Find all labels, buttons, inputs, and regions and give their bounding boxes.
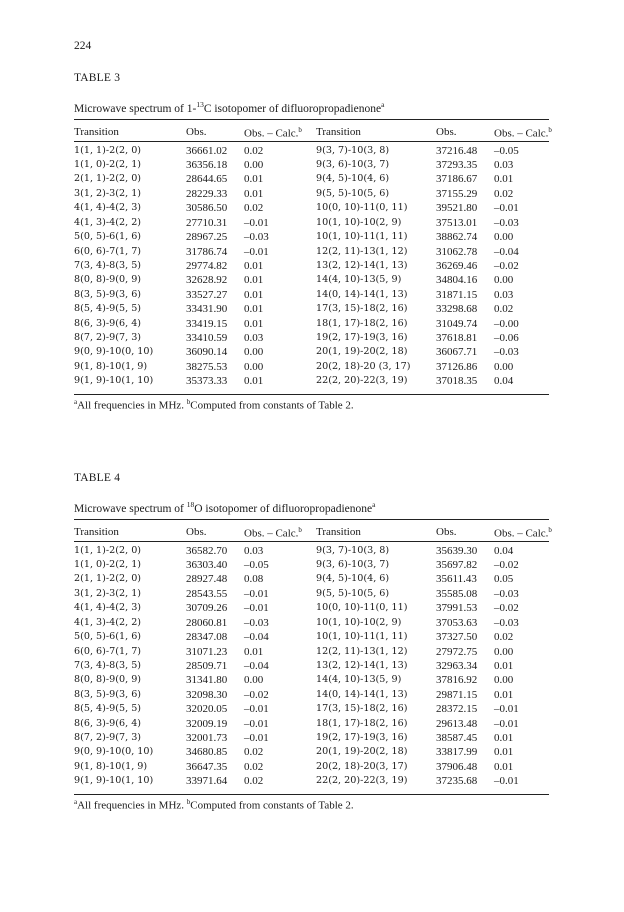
cell-obs: 32628.92 [186, 274, 228, 287]
cell-obs: 39521.80 [436, 202, 478, 215]
cell-transition: 10(1, 10)-11(1, 11) [316, 231, 408, 243]
cell-obs-calc: –0.04 [494, 245, 519, 258]
cell-obs-calc: –0.01 [494, 717, 519, 730]
table-row [74, 273, 549, 287]
cell-obs-calc: –0.01 [244, 717, 269, 730]
cell-obs: 28927.48 [186, 573, 228, 586]
cell-transition: 9(3, 6)-10(3, 7) [316, 559, 390, 571]
cell-transition: 10(1, 10)-11(1, 11) [316, 631, 408, 643]
cell-obs-calc: 0.03 [244, 331, 264, 344]
cell-obs-calc: –0.01 [244, 731, 269, 744]
cell-obs: 37618.81 [436, 331, 478, 344]
header-transition: Transition [74, 125, 119, 138]
cell-transition: 8(7, 2)-9(7, 3) [74, 331, 142, 343]
cell-obs-calc: –0.01 [244, 216, 269, 229]
table-row [74, 572, 549, 586]
table-row [74, 374, 549, 388]
cell-transition: 4(1, 3)-4(2, 2) [74, 616, 142, 628]
cell-obs-calc: 0.00 [494, 674, 514, 687]
header-obs: Obs. [186, 125, 207, 138]
cell-transition: 9(4, 5)-10(4, 6) [316, 173, 390, 185]
table-row [74, 688, 549, 702]
cell-obs-calc: –0.04 [244, 631, 269, 644]
table-row [74, 331, 549, 345]
table-row [74, 745, 549, 759]
cell-transition: 7(3, 4)-8(3, 5) [74, 259, 142, 271]
cell-obs-calc: 0.03 [244, 544, 264, 557]
cell-transition: 8(3, 5)-9(3, 6) [74, 688, 142, 700]
cell-obs: 35611.43 [436, 573, 477, 586]
table-row [74, 360, 549, 374]
cell-obs-calc: 0.00 [244, 346, 264, 359]
cell-obs: 37513.01 [436, 216, 478, 229]
table-3-footnote: $^a$All frequencies in MHz. $^b$Computed from constants of Table 2. [74, 398, 354, 412]
cell-transition: 20(2, 18)-20(3, 17) [316, 760, 408, 772]
cell-obs: 32098.30 [186, 688, 228, 701]
header-obs: Obs. [436, 525, 457, 538]
cell-obs-calc: 0.02 [244, 760, 264, 773]
cell-obs: 29613.48 [436, 717, 478, 730]
cell-transition: 5(0, 5)-6(1, 6) [74, 631, 142, 643]
cell-obs: 32009.19 [186, 717, 228, 730]
cell-obs-calc: 0.02 [494, 303, 514, 316]
header-transition: Transition [316, 125, 361, 138]
cell-transition: 10(1, 10)-10(2, 9) [316, 216, 402, 228]
cell-transition: 9(0, 9)-10(0, 10) [74, 746, 154, 758]
cell-obs-calc: 0.01 [494, 659, 514, 672]
cell-obs: 27710.31 [186, 216, 228, 229]
cell-transition: 6(0, 6)-7(1, 7) [74, 645, 142, 657]
cell-obs: 37053.63 [436, 616, 478, 629]
cell-obs-calc: –0.02 [494, 259, 519, 272]
table-4-caption: Microwave spectrum of $^{18}$O isotopomer of difluoropropadienone$^a$ [74, 500, 376, 515]
cell-obs: 30709.26 [186, 602, 228, 615]
table-4 [74, 521, 552, 789]
cell-obs: 37216.48 [436, 144, 478, 157]
table-row [74, 760, 549, 774]
cell-obs: 28644.65 [186, 173, 228, 186]
table-row [74, 601, 549, 615]
cell-obs-calc: 0.02 [494, 631, 514, 644]
cell-obs: 37126.86 [436, 360, 478, 373]
cell-obs: 28229.33 [186, 187, 228, 200]
cell-obs: 36303.40 [186, 559, 228, 572]
table-row [74, 659, 549, 673]
cell-obs-calc: –0.06 [494, 331, 519, 344]
cell-obs-calc: 0.00 [494, 274, 514, 287]
header-obs-calc: Obs. – Calc.$^b$ [244, 126, 302, 140]
cell-obs: 33971.64 [186, 775, 228, 788]
header-obs-calc: Obs. – Calc.$^b$ [244, 526, 302, 540]
cell-transition: 8(0, 8)-9(0, 9) [74, 274, 142, 286]
cell-obs: 34680.85 [186, 746, 228, 759]
cell-transition: 20(1, 19)-20(2, 18) [316, 346, 408, 358]
cell-obs: 35585.08 [436, 587, 478, 600]
cell-transition: 8(7, 2)-9(7, 3) [74, 731, 142, 743]
cell-obs-calc: 0.01 [244, 375, 264, 388]
cell-transition: 6(0, 6)-7(1, 7) [74, 245, 142, 257]
cell-obs-calc: 0.03 [494, 159, 514, 172]
cell-transition: 9(1, 9)-10(1, 10) [74, 775, 154, 787]
table-row [74, 345, 549, 359]
cell-transition: 19(2, 17)-19(3, 16) [316, 731, 408, 743]
table-row [74, 616, 549, 630]
cell-obs-calc: 0.00 [244, 360, 264, 373]
cell-transition: 14(0, 14)-14(1, 13) [316, 288, 408, 300]
table-row [74, 158, 549, 172]
cell-transition: 17(3, 15)-18(2, 16) [316, 303, 408, 315]
table-4-header-rule [74, 541, 549, 542]
cell-obs: 35639.30 [436, 544, 478, 557]
cell-transition: 14(4, 10)-13(5, 9) [316, 274, 402, 286]
cell-obs: 33419.15 [186, 317, 228, 330]
cell-obs: 29871.15 [436, 688, 478, 701]
cell-obs-calc: –0.01 [494, 775, 519, 788]
table-row [74, 245, 549, 259]
cell-obs: 37816.92 [436, 674, 478, 687]
table-row [74, 544, 549, 558]
cell-obs: 36647.35 [186, 760, 228, 773]
cell-obs-calc: 0.08 [244, 573, 264, 586]
cell-transition: 22(2, 20)-22(3, 19) [316, 775, 408, 787]
cell-obs-calc: –0.00 [494, 317, 519, 330]
cell-transition: 3(1, 2)-3(2, 1) [74, 587, 142, 599]
table-4-bottom-rule [74, 794, 549, 795]
table-row [74, 731, 549, 745]
cell-transition: 12(2, 11)-13(1, 12) [316, 245, 408, 257]
cell-obs-calc: 0.01 [494, 746, 514, 759]
header-obs: Obs. [436, 125, 457, 138]
cell-transition: 9(5, 5)-10(5, 6) [316, 187, 390, 199]
cell-obs: 36269.46 [436, 259, 478, 272]
cell-transition: 18(1, 17)-18(2, 16) [316, 317, 408, 329]
cell-obs-calc: –0.03 [494, 216, 519, 229]
table-4-footnote: $^a$All frequencies in MHz. $^b$Computed from constants of Table 2. [74, 798, 354, 812]
cell-obs-calc: –0.03 [494, 616, 519, 629]
cell-obs: 37018.35 [436, 375, 478, 388]
cell-obs-calc: –0.01 [244, 602, 269, 615]
cell-transition: 1(1, 0)-2(2, 1) [74, 559, 142, 571]
cell-obs: 33298.68 [436, 303, 478, 316]
cell-obs: 33410.59 [186, 331, 228, 344]
table-row [74, 558, 549, 572]
cell-obs: 32020.05 [186, 703, 228, 716]
cell-obs-calc: 0.01 [244, 259, 264, 272]
cell-transition: 9(1, 9)-10(1, 10) [74, 375, 154, 387]
cell-obs-calc: 0.01 [244, 645, 264, 658]
cell-transition: 9(5, 5)-10(5, 6) [316, 587, 390, 599]
cell-transition: 10(0, 10)-11(0, 11) [316, 602, 408, 614]
header-transition: Transition [74, 525, 119, 538]
cell-obs: 31049.74 [436, 317, 478, 330]
cell-obs-calc: –0.03 [494, 587, 519, 600]
cell-transition: 10(1, 10)-10(2, 9) [316, 616, 402, 628]
cell-obs: 28372.15 [436, 703, 478, 716]
cell-obs-calc: 0.02 [244, 775, 264, 788]
cell-obs-calc: 0.01 [244, 303, 264, 316]
cell-transition: 1(1, 1)-2(2, 0) [74, 544, 142, 556]
cell-transition: 10(0, 10)-11(0, 11) [316, 202, 408, 214]
cell-transition: 9(4, 5)-10(4, 6) [316, 573, 390, 585]
cell-transition: 4(1, 4)-4(2, 3) [74, 202, 142, 214]
cell-transition: 19(2, 17)-19(3, 16) [316, 331, 408, 343]
header-obs: Obs. [186, 525, 207, 538]
table-3-top-rule [74, 119, 549, 120]
cell-transition: 7(3, 4)-8(3, 5) [74, 659, 142, 671]
cell-obs-calc: –0.05 [244, 559, 269, 572]
cell-obs-calc: –0.03 [244, 616, 269, 629]
cell-transition: 8(6, 3)-9(6, 4) [74, 717, 142, 729]
table-row [74, 216, 549, 230]
cell-obs-calc: –0.01 [244, 587, 269, 600]
cell-obs: 33431.90 [186, 303, 228, 316]
cell-obs: 31071.23 [186, 645, 228, 658]
cell-obs: 37186.67 [436, 173, 478, 186]
cell-obs-calc: 0.02 [244, 202, 264, 215]
cell-obs: 37991.53 [436, 602, 478, 615]
cell-obs-calc: 0.01 [244, 187, 264, 200]
cell-transition: 8(6, 3)-9(6, 4) [74, 317, 142, 329]
cell-obs: 35697.82 [436, 559, 478, 572]
cell-obs-calc: 0.00 [494, 360, 514, 373]
cell-obs-calc: –0.01 [244, 703, 269, 716]
cell-obs: 28543.55 [186, 587, 228, 600]
cell-transition: 4(1, 3)-4(2, 2) [74, 216, 142, 228]
cell-obs-calc: –0.05 [494, 144, 519, 157]
cell-obs-calc: 0.02 [494, 187, 514, 200]
cell-obs: 38862.74 [436, 231, 478, 244]
cell-obs: 28347.08 [186, 631, 228, 644]
cell-obs: 30586.50 [186, 202, 228, 215]
cell-transition: 8(5, 4)-9(5, 5) [74, 703, 142, 715]
cell-transition: 8(5, 4)-9(5, 5) [74, 303, 142, 315]
cell-obs: 36356.18 [186, 159, 228, 172]
cell-transition: 20(1, 19)-20(2, 18) [316, 746, 408, 758]
cell-transition: 13(2, 12)-14(1, 13) [316, 659, 408, 671]
cell-obs: 31062.78 [436, 245, 478, 258]
cell-obs-calc: –0.01 [494, 703, 519, 716]
cell-obs: 31786.74 [186, 245, 228, 258]
table-row [74, 717, 549, 731]
cell-transition: 14(4, 10)-13(5, 9) [316, 674, 402, 686]
cell-obs-calc: –0.01 [494, 202, 519, 215]
cell-transition: 14(0, 14)-14(1, 13) [316, 688, 408, 700]
table-row [74, 172, 549, 186]
cell-transition: 9(0, 9)-10(0, 10) [74, 346, 154, 358]
table-3-caption: Microwave spectrum of 1-$^{13}$C isotopomer of difluoropropadienone$^a$ [74, 100, 385, 115]
table-row [74, 259, 549, 273]
cell-transition: 3(1, 2)-3(2, 1) [74, 187, 142, 199]
page-number: 224 [74, 40, 92, 52]
cell-obs: 28967.25 [186, 231, 228, 244]
cell-obs: 28060.81 [186, 616, 228, 629]
table-row [74, 302, 549, 316]
table-row [74, 630, 549, 644]
cell-obs-calc: 0.05 [494, 573, 514, 586]
cell-obs: 36582.70 [186, 544, 228, 557]
table-row [74, 587, 549, 601]
cell-transition: 17(3, 15)-18(2, 16) [316, 703, 408, 715]
cell-obs: 36090.14 [186, 346, 228, 359]
cell-obs-calc: –0.02 [494, 602, 519, 615]
cell-obs-calc: 0.00 [494, 231, 514, 244]
table-row [74, 201, 549, 215]
cell-obs: 37235.68 [436, 775, 478, 788]
cell-obs-calc: 0.04 [494, 375, 514, 388]
cell-obs: 35373.33 [186, 375, 228, 388]
cell-obs: 29774.82 [186, 259, 228, 272]
cell-transition: 4(1, 4)-4(2, 3) [74, 602, 142, 614]
table-row [74, 187, 549, 201]
cell-obs-calc: 0.01 [494, 688, 514, 701]
cell-obs: 27972.75 [436, 645, 478, 658]
table-3-header-rule [74, 141, 549, 142]
cell-obs-calc: –0.02 [244, 688, 269, 701]
cell-obs: 32963.34 [436, 659, 478, 672]
table-row [74, 645, 549, 659]
cell-obs-calc: 0.02 [244, 746, 264, 759]
cell-transition: 9(3, 7)-10(3, 8) [316, 144, 390, 156]
cell-transition: 5(0, 5)-6(1, 6) [74, 231, 142, 243]
cell-transition: 8(0, 8)-9(0, 9) [74, 674, 142, 686]
cell-transition: 2(1, 1)-2(2, 0) [74, 573, 142, 585]
table-4-top-rule [74, 519, 549, 520]
cell-obs-calc: –0.01 [244, 245, 269, 258]
cell-obs-calc: 0.00 [494, 645, 514, 658]
cell-obs-calc: 0.02 [244, 144, 264, 157]
cell-transition: 22(2, 20)-22(3, 19) [316, 375, 408, 387]
cell-obs-calc: 0.04 [494, 544, 514, 557]
cell-obs: 32001.73 [186, 731, 228, 744]
table-row [74, 702, 549, 716]
cell-obs-calc: –0.02 [494, 559, 519, 572]
cell-transition: 1(1, 0)-2(2, 1) [74, 159, 142, 171]
table-3-label: TABLE 3 [74, 72, 121, 84]
cell-obs: 36067.71 [436, 346, 478, 359]
header-obs-calc: Obs. – Calc.$^b$ [494, 526, 552, 540]
cell-obs: 33527.27 [186, 288, 228, 301]
table-row [74, 144, 549, 158]
cell-transition: 8(3, 5)-9(3, 6) [74, 288, 142, 300]
cell-obs-calc: 0.01 [244, 274, 264, 287]
cell-obs-calc: 0.00 [244, 674, 264, 687]
cell-obs-calc: 0.03 [494, 288, 514, 301]
table-row [74, 317, 549, 331]
cell-transition: 9(3, 6)-10(3, 7) [316, 159, 390, 171]
cell-transition: 1(1, 1)-2(2, 0) [74, 144, 142, 156]
cell-obs: 38587.45 [436, 731, 478, 744]
cell-transition: 9(1, 8)-10(1, 9) [74, 760, 148, 772]
cell-obs-calc: 0.01 [244, 288, 264, 301]
cell-transition: 9(3, 7)-10(3, 8) [316, 544, 390, 556]
header-transition: Transition [316, 525, 361, 538]
cell-transition: 20(2, 18)-20 (3, 17) [316, 360, 411, 372]
cell-obs: 37906.48 [436, 760, 478, 773]
cell-obs-calc: 0.01 [494, 760, 514, 773]
cell-obs: 31871.15 [436, 288, 478, 301]
cell-obs: 37155.29 [436, 187, 478, 200]
cell-obs-calc: 0.01 [494, 731, 514, 744]
cell-obs-calc: 0.01 [244, 173, 264, 186]
table-row [74, 774, 549, 788]
cell-obs-calc: 0.00 [244, 159, 264, 172]
cell-transition: 18(1, 17)-18(2, 16) [316, 717, 408, 729]
cell-obs: 34804.16 [436, 274, 478, 287]
table-row [74, 288, 549, 302]
cell-obs: 36661.02 [186, 144, 228, 157]
header-obs-calc: Obs. – Calc.$^b$ [494, 126, 552, 140]
cell-transition: 9(1, 8)-10(1, 9) [74, 360, 148, 372]
cell-obs-calc: 0.01 [494, 173, 514, 186]
cell-obs: 31341.80 [186, 674, 228, 687]
cell-obs: 28509.71 [186, 659, 228, 672]
cell-obs-calc: –0.04 [244, 659, 269, 672]
cell-obs: 38275.53 [186, 360, 228, 373]
cell-obs-calc: 0.01 [244, 317, 264, 330]
table-row [74, 230, 549, 244]
table-3 [74, 121, 552, 389]
cell-transition: 12(2, 11)-13(1, 12) [316, 645, 408, 657]
table-3-bottom-rule [74, 394, 549, 395]
cell-obs-calc: –0.03 [494, 346, 519, 359]
cell-obs: 37327.50 [436, 631, 478, 644]
cell-obs: 33817.99 [436, 746, 478, 759]
cell-transition: 13(2, 12)-14(1, 13) [316, 259, 408, 271]
cell-obs: 37293.35 [436, 159, 478, 172]
cell-transition: 2(1, 1)-2(2, 0) [74, 173, 142, 185]
table-4-label: TABLE 4 [74, 472, 121, 484]
table-row [74, 673, 549, 687]
cell-obs-calc: –0.03 [244, 231, 269, 244]
